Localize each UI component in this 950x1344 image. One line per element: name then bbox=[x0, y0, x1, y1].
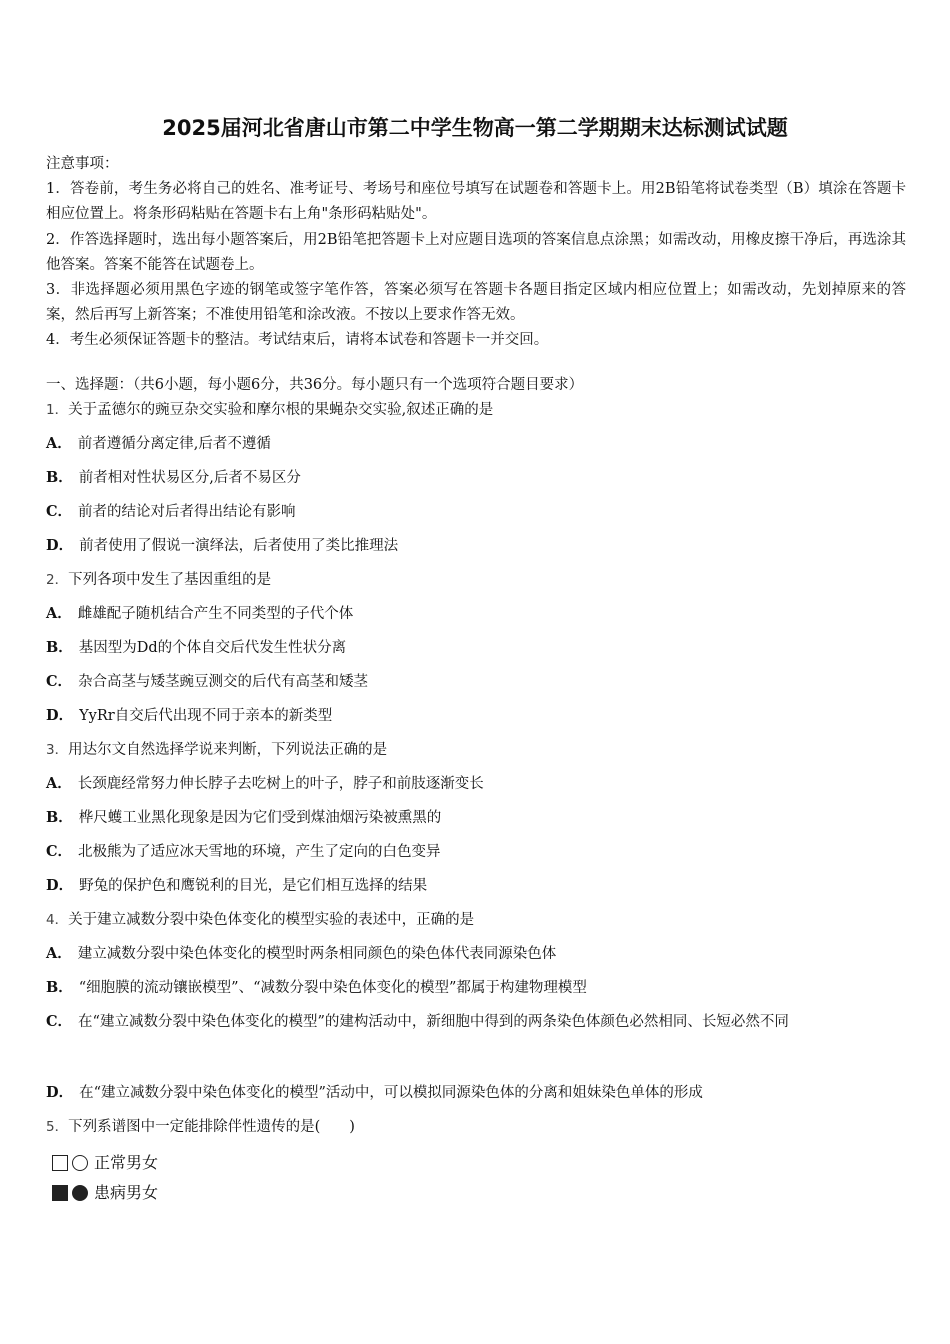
question-text: 用达尔文自然选择学说来判断，下列说法正确的是 bbox=[68, 742, 388, 758]
question-number: 5． bbox=[46, 1119, 69, 1135]
normal-male-square-icon bbox=[52, 1155, 68, 1171]
option-label: B． bbox=[46, 469, 73, 486]
affected-male-square-icon bbox=[52, 1185, 68, 1201]
question-number: 3． bbox=[46, 742, 69, 758]
option-text: 基因型为Dd的个体自交后代发生性状分离 bbox=[78, 640, 347, 656]
section-header: 一、选择题：（共6小题，每小题6分，共36分。每小题只有一个选项符合题目要求） bbox=[46, 377, 584, 393]
option-4d[interactable] bbox=[46, 1081, 906, 1105]
option-2c[interactable] bbox=[46, 670, 906, 694]
option-text: 野兔的保护色和鹰锐利的目光，是它们相互选择的结果 bbox=[79, 878, 428, 894]
question-number: 2． bbox=[46, 572, 69, 588]
notice-heading: 注意事项： bbox=[46, 156, 119, 172]
option-text: 在“建立减数分裂中染色体变化的模型”活动中，可以模拟同源染色体的分离和姐妹染色单体的形成 bbox=[79, 1085, 703, 1101]
question-stem-2 bbox=[46, 568, 906, 592]
legend-normal bbox=[52, 1152, 158, 1174]
option-label: A． bbox=[46, 435, 72, 452]
option-text: “细胞膜的流动镶嵌模型”、“减数分裂中染色体变化的模型”都属于构建物理模型 bbox=[78, 980, 587, 996]
option-text: YyRr自交后代出现不同于亲本的新类型 bbox=[79, 708, 333, 724]
option-text: 桦尺蠖工业黑化现象是因为它们受到煤油烟污染被熏黑的 bbox=[78, 810, 442, 826]
option-2b[interactable] bbox=[46, 636, 906, 660]
option-text: 前者使用了假说一演绎法，后者使用了类比推理法 bbox=[79, 538, 399, 554]
option-text: 在“建立减数分裂中染色体变化的模型”的建构活动中，新细胞中得到的两条染色体颜色必然相同、长短必然不同 bbox=[78, 1014, 789, 1030]
option-1a[interactable] bbox=[46, 432, 906, 456]
question-text: 关于建立减数分裂中染色体变化的模型实验的表述中，正确的是 bbox=[68, 912, 475, 928]
question-text: 关于孟德尔的豌豆杂交实验和摩尔根的果蝇杂交实验,叙述正确的是 bbox=[68, 402, 494, 418]
option-4b[interactable] bbox=[46, 976, 906, 1000]
question-stem-1 bbox=[46, 398, 906, 422]
option-text: 雌雄配子随机结合产生不同类型的子代个体 bbox=[77, 606, 354, 622]
option-4c[interactable] bbox=[46, 1004, 906, 1040]
option-2a[interactable] bbox=[46, 602, 906, 626]
option-label: D． bbox=[46, 877, 74, 894]
option-3a[interactable] bbox=[46, 772, 906, 796]
option-1d[interactable] bbox=[46, 534, 906, 558]
notice-block bbox=[46, 152, 906, 354]
option-label: B． bbox=[46, 809, 73, 826]
option-text: 前者相对性状易区分,后者不易区分 bbox=[78, 470, 301, 486]
option-label: B． bbox=[46, 979, 73, 996]
question-stem-3 bbox=[46, 738, 906, 762]
exam-title: 2025届河北省唐山市第二中学生物高一第二学期期末达标测试试题 bbox=[162, 116, 788, 140]
affected-female-circle-icon bbox=[72, 1185, 88, 1201]
option-label: B． bbox=[46, 639, 73, 656]
option-text: 建立减数分裂中染色体变化的模型时两条相同颜色的染色体代表同源染色体 bbox=[77, 946, 557, 962]
question-stem-4 bbox=[46, 908, 906, 932]
option-label: C． bbox=[46, 503, 73, 520]
notice-item: 3．非选择题必须用黑色字迹的钢笔或签字笔作答，答案必须写在答题卡各题目指定区域内相应位置上；如需改动，先划掉原来的答案，然后再写上新答案；不准使用铅笔和涂改液。不按以上要求作答无效。 bbox=[46, 282, 906, 324]
option-label: A． bbox=[46, 605, 72, 622]
option-label: A． bbox=[46, 775, 72, 792]
option-text: 前者的结论对后者得出结论有影响 bbox=[78, 504, 296, 520]
notice-item: 1．答卷前，考生务必将自己的姓名、准考证号、考场号和座位号填写在试题卷和答题卡上。用2B铅笔将试卷类型（B）填涂在答题卡相应位置上。将条形码粘贴在答题卡右上角"条形码粘贴处"。 bbox=[46, 181, 906, 223]
option-text: 前者遵循分离定律,后者不遵循 bbox=[77, 436, 271, 452]
option-label: A． bbox=[46, 945, 72, 962]
option-3b[interactable] bbox=[46, 806, 906, 830]
notice-item: 4．考生必须保证答题卡的整洁。考试结束后，请将本试卷和答题卡一并交回。 bbox=[46, 332, 549, 349]
option-4a[interactable] bbox=[46, 942, 906, 966]
option-text: 长颈鹿经常努力伸长脖子去吃树上的叶子，脖子和前肢逐渐变长 bbox=[77, 776, 484, 792]
option-3c[interactable] bbox=[46, 840, 906, 864]
option-label: D． bbox=[46, 707, 74, 724]
option-label: D． bbox=[46, 1084, 74, 1101]
legend-affected-label: 患病男女 bbox=[94, 1183, 159, 1202]
question-text: 下列系谱图中一定能排除伴性遗传的是( ) bbox=[68, 1119, 355, 1135]
option-label: C． bbox=[46, 673, 73, 690]
legend-affected bbox=[52, 1182, 158, 1204]
option-label: C． bbox=[46, 843, 73, 860]
option-2d[interactable] bbox=[46, 704, 906, 728]
option-label: C． bbox=[46, 1013, 73, 1030]
question-number: 4． bbox=[46, 912, 69, 928]
question-stem-5 bbox=[46, 1115, 906, 1139]
option-text: 杂合高茎与矮茎豌豆测交的后代有高茎和矮茎 bbox=[78, 674, 369, 690]
normal-female-circle-icon bbox=[72, 1155, 88, 1171]
option-1c[interactable] bbox=[46, 500, 906, 524]
legend-normal-label: 正常男女 bbox=[94, 1153, 159, 1172]
question-text: 下列各项中发生了基因重组的是 bbox=[68, 572, 272, 588]
option-text: 北极熊为了适应冰天雪地的环境，产生了定向的白色变异 bbox=[78, 844, 441, 860]
notice-item: 2．作答选择题时，选出每小题答案后，用2B铅笔把答题卡上对应题目选项的答案信息点涂黑；如需改动，用橡皮擦干净后，再选涂其他答案。答案不能答在试题卷上。 bbox=[46, 231, 906, 273]
option-3d[interactable] bbox=[46, 874, 906, 898]
option-1b[interactable] bbox=[46, 466, 906, 490]
option-label: D． bbox=[46, 537, 74, 554]
question-number: 1． bbox=[46, 402, 69, 418]
